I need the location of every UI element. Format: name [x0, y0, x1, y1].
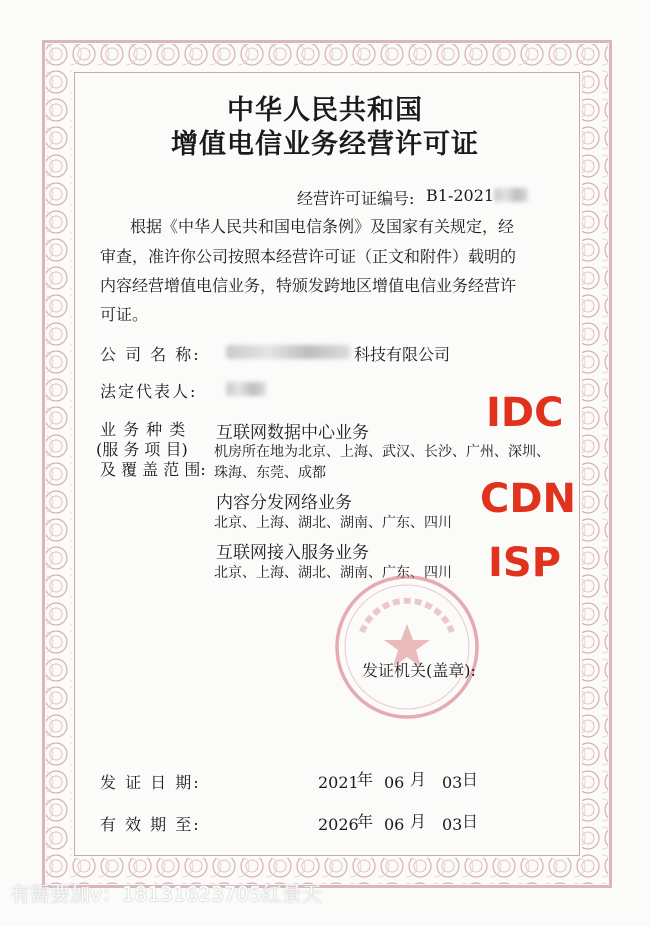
valid-until-month-unit: 月 [410, 812, 427, 831]
service-cdn-name: 内容分发网络业务 [216, 493, 352, 513]
paragraph-line2: 审查，准许你公司按照本经营许可证（正文和附件）载明的 [100, 247, 517, 266]
tag-isp: ISP [488, 540, 562, 586]
tag-cdn: CDN [480, 476, 577, 522]
paragraph-line4: 可证。 [100, 305, 149, 324]
service-idc-areas-line1: 机房所在地为北京、上海、武汉、长沙、广州、深圳、 [214, 444, 550, 460]
scope-label-line1: 业 务 种 类 [100, 420, 187, 439]
service-isp-name: 互联网接入服务业务 [216, 543, 369, 563]
valid-until-year: 2026 [318, 815, 359, 834]
redacted-legal-rep [226, 382, 266, 396]
paragraph-line1: 根据《中华人民共和国电信条例》及国家有关规定，经 [130, 217, 515, 236]
scope-label-line2: (服 务 项 目) [96, 440, 188, 459]
title-line1: 中华人民共和国 [227, 95, 423, 126]
redacted-license-digits [494, 188, 528, 202]
tag-idc: IDC [486, 390, 564, 436]
valid-until-day: 03 [442, 815, 463, 834]
issue-date-day: 03 [442, 773, 463, 792]
service-isp-areas: 北京、上海、湖北、湖南、广东、四川 [214, 565, 452, 581]
license-number-label: 经营许可证编号: [297, 189, 415, 208]
issue-date-month: 06 [384, 773, 405, 792]
official-seal [332, 572, 482, 722]
company-name-label: 公 司 名 称: [100, 345, 201, 364]
scope-label-line3: 及 覆 盖 范 围: [100, 460, 206, 479]
valid-until-day-unit: 日 [462, 812, 479, 831]
title-line2: 增值电信业务经营许可证 [171, 129, 479, 160]
issue-date-day-unit: 日 [462, 770, 479, 789]
valid-until-year-unit: 年 [357, 812, 374, 831]
redacted-company-name [226, 345, 350, 359]
contact-watermark: 有需要加v：18131623705红景天 [10, 882, 322, 906]
paragraph-line3: 内容经营增值电信业务，特颁发跨地区增值电信业务经营许 [100, 276, 517, 295]
issue-date-year: 2021 [318, 773, 359, 792]
service-idc-name: 互联网数据中心业务 [216, 423, 369, 443]
valid-until-label: 有 效 期 至: [100, 815, 201, 834]
valid-until-month: 06 [384, 815, 405, 834]
legal-rep-label: 法定代表人: [100, 382, 198, 401]
issue-date-year-unit: 年 [357, 770, 374, 789]
company-name-suffix: 科技有限公司 [354, 345, 451, 364]
issuer-label: 发证机关(盖章): [362, 661, 476, 680]
service-cdn-areas: 北京、上海、湖北、湖南、广东、四川 [214, 515, 452, 531]
service-idc-areas-line2: 珠海、东莞、成都 [214, 465, 326, 481]
issue-date-month-unit: 月 [410, 770, 427, 789]
license-number-value: B1-2021 [426, 186, 495, 205]
issue-date-label: 发 证 日 期: [100, 773, 201, 792]
